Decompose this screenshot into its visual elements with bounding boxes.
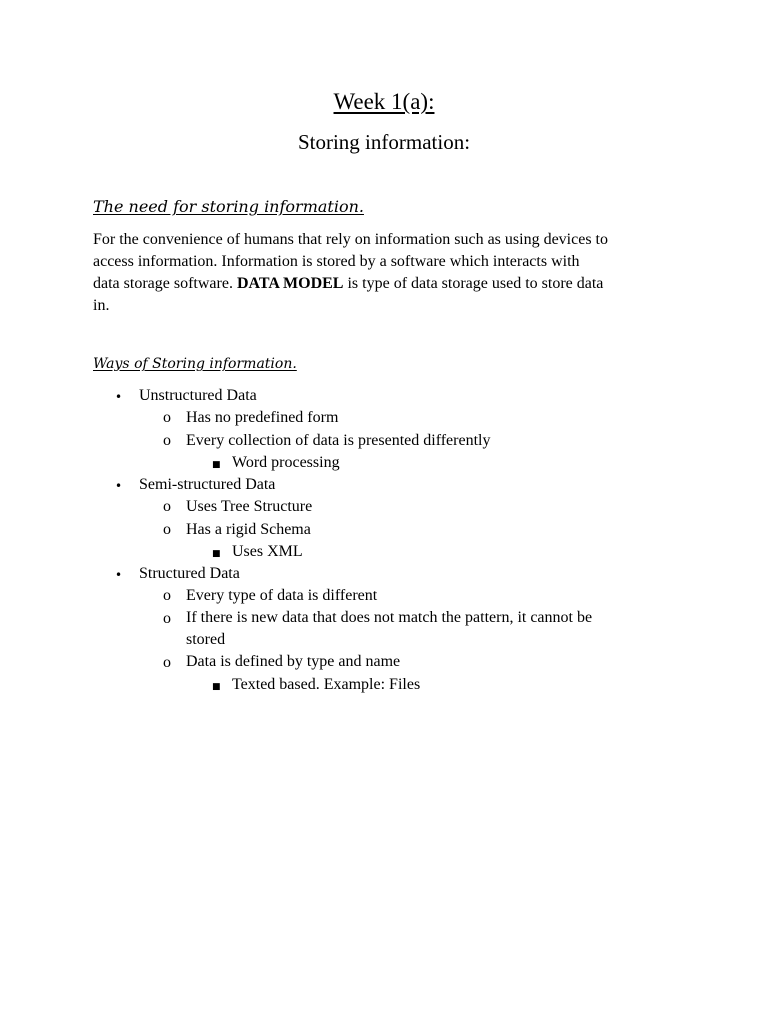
list-subitem-continuation: stored bbox=[186, 631, 226, 648]
circle-bullet-icon: o bbox=[163, 432, 171, 449]
data-model-term: DATA MODEL bbox=[236, 275, 344, 292]
list-subitem: Has no predefined form bbox=[186, 409, 339, 426]
list-subitem: If there is new data that does not match the pattern, it cannot be bbox=[186, 609, 593, 626]
document-title: Week 1(a): bbox=[333, 89, 435, 114]
section-heading-need: The need for storing information. bbox=[93, 197, 364, 216]
square-bullet-icon: ■ bbox=[212, 460, 221, 470]
list-item: Unstructured Data bbox=[139, 387, 257, 404]
bullet-icon: • bbox=[115, 568, 123, 582]
circle-bullet-icon: o bbox=[163, 587, 171, 604]
circle-bullet-icon: o bbox=[163, 521, 171, 538]
list-subitem: Every type of data is different bbox=[186, 587, 378, 604]
list-item: Semi-structured Data bbox=[139, 476, 276, 493]
bullet-icon: • bbox=[115, 390, 123, 404]
circle-bullet-icon: o bbox=[163, 654, 171, 671]
circle-bullet-icon: o bbox=[163, 610, 171, 627]
section-paragraph bbox=[93, 229, 693, 317]
paragraph-line-4: in. bbox=[93, 297, 110, 314]
list-subsubitem: Uses XML bbox=[232, 543, 303, 560]
paragraph-text: is type of data storage used to store data bbox=[347, 275, 604, 292]
paragraph-line-3 bbox=[93, 273, 693, 295]
paragraph-line-1: For the convenience of humans that rely on information such as using devices to bbox=[93, 231, 608, 248]
paragraph-line-2: access information. Information is stored by a software which interacts with bbox=[93, 253, 580, 270]
square-bullet-icon: ■ bbox=[212, 682, 221, 692]
bullet-icon: • bbox=[115, 479, 123, 493]
section-heading-ways: Ways of Storing information. bbox=[93, 356, 297, 372]
list-subsubitem: Texted based. Example: Files bbox=[232, 676, 421, 693]
list-item: Structured Data bbox=[139, 565, 240, 582]
list-subitem: Data is defined by type and name bbox=[186, 653, 401, 670]
circle-bullet-icon: o bbox=[163, 498, 171, 515]
list-subitem: Every collection of data is presented differently bbox=[186, 432, 491, 449]
paragraph-text: data storage software. bbox=[93, 275, 233, 292]
document-subtitle: Storing information: bbox=[297, 130, 471, 154]
square-bullet-icon: ■ bbox=[212, 549, 221, 559]
list-subsubitem: Word processing bbox=[232, 454, 340, 471]
list-subitem: Uses Tree Structure bbox=[186, 498, 313, 515]
circle-bullet-icon: o bbox=[163, 409, 171, 426]
list-subitem: Has a rigid Schema bbox=[186, 521, 311, 538]
